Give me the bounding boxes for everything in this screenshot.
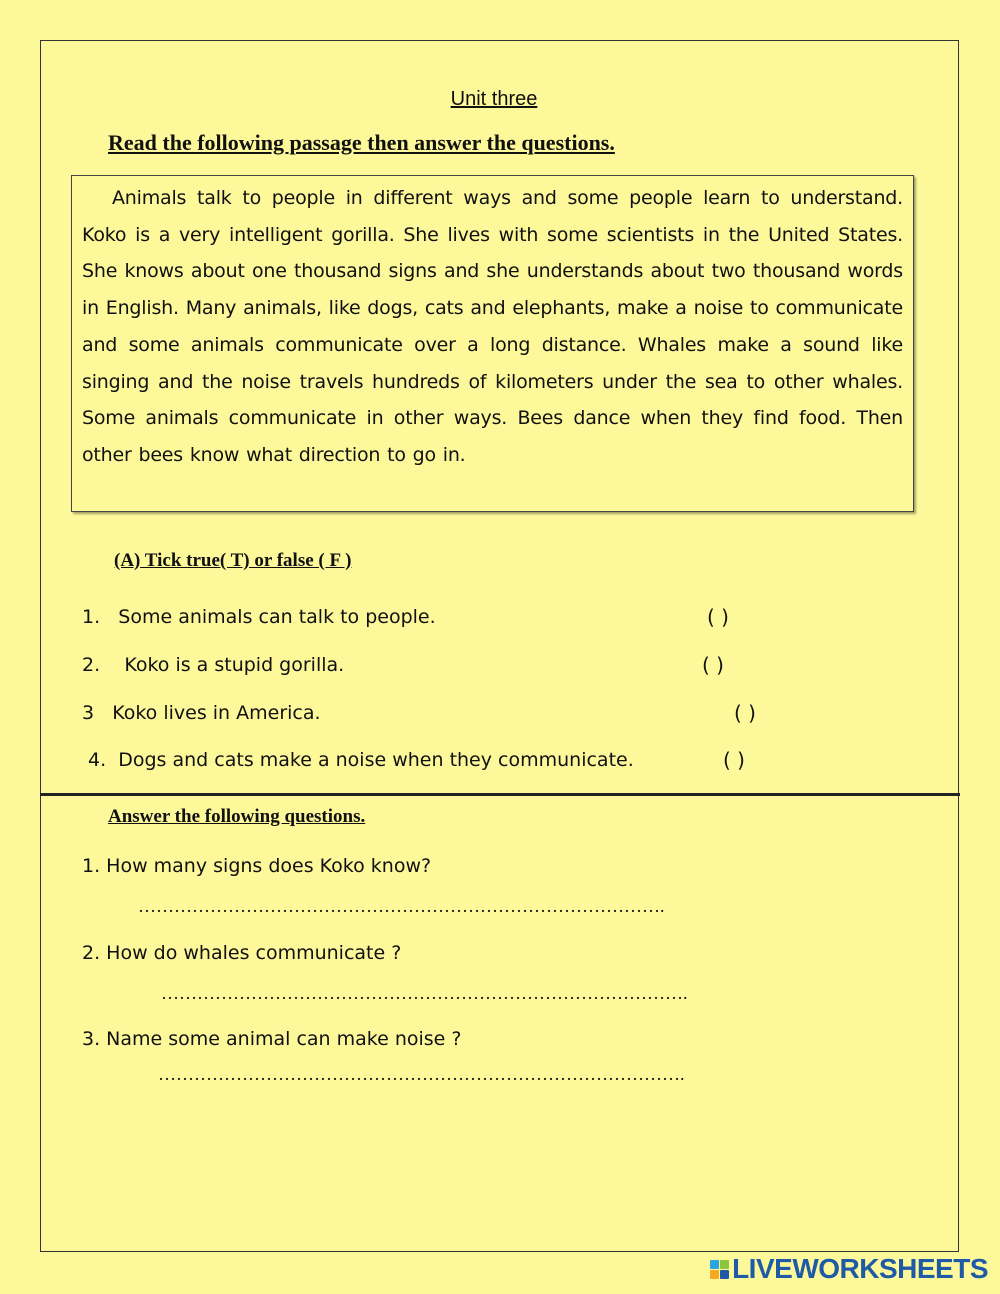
question-text: 2. How do whales communicate ? <box>82 942 402 964</box>
tf-item <box>82 606 436 628</box>
tf-item <box>82 702 321 724</box>
tf-item-text: Koko lives in America. <box>112 702 321 724</box>
tf-item-number: 2. <box>82 654 101 676</box>
tf-item-text: Koko is a stupid gorilla. <box>124 654 345 676</box>
section-b-title: Answer the following questions. <box>108 806 366 827</box>
answer-line[interactable]: ……………………………………………………………………………. <box>158 1064 685 1084</box>
passage-text: Animals talk to people in different ways and some people learn to understand. Koko is a very intelligent gorilla. She lives with some scientists in the United States. She knows about one thousand signs and she understands about two thousand words in English. Many animals, like dogs, cats and elephants, make a noise to communicate and some animals communicate over a long distance. Whales make a sound like singing and the noise travels hundreds of kilometers under the sea to other whales. Some animals communicate in other ways. Bees dance when they find food. Then other bees know what direction to go in. <box>82 187 903 466</box>
section-divider <box>40 793 960 796</box>
unit-title: Unit three <box>450 88 538 110</box>
tf-item <box>88 749 634 771</box>
tf-answer-box[interactable]: ( ) <box>723 748 745 772</box>
tf-item-number: 1. <box>82 606 101 628</box>
answer-line[interactable]: ……………………………………………………………………………. <box>161 983 688 1003</box>
section-a-title: (A) Tick true( T) or false ( F ) <box>114 550 352 571</box>
question-text: 3. Name some animal can make noise ? <box>82 1028 462 1050</box>
logo-text: LIVEWORKSHEETS <box>732 1253 988 1284</box>
passage-box <box>71 175 914 512</box>
tf-item-text: Some animals can talk to people. <box>118 606 436 628</box>
tf-item <box>82 654 344 676</box>
liveworksheets-logo <box>710 1254 988 1284</box>
logo-blocks-icon <box>710 1260 729 1279</box>
tf-answer-box[interactable]: ( ) <box>734 701 756 725</box>
question-text: 1. How many signs does Koko know? <box>82 855 432 877</box>
tf-answer-box[interactable]: ( ) <box>707 605 729 629</box>
tf-item-text: Dogs and cats make a noise when they communicate. <box>118 749 634 771</box>
tf-answer-box[interactable]: ( ) <box>702 653 724 677</box>
tf-item-number: 4. <box>88 749 107 771</box>
tf-item-number: 3 <box>82 702 95 724</box>
answer-line[interactable]: ……………………………………………………………………………. <box>138 896 665 916</box>
instruction-heading: Read the following passage then answer the questions. <box>108 130 615 155</box>
